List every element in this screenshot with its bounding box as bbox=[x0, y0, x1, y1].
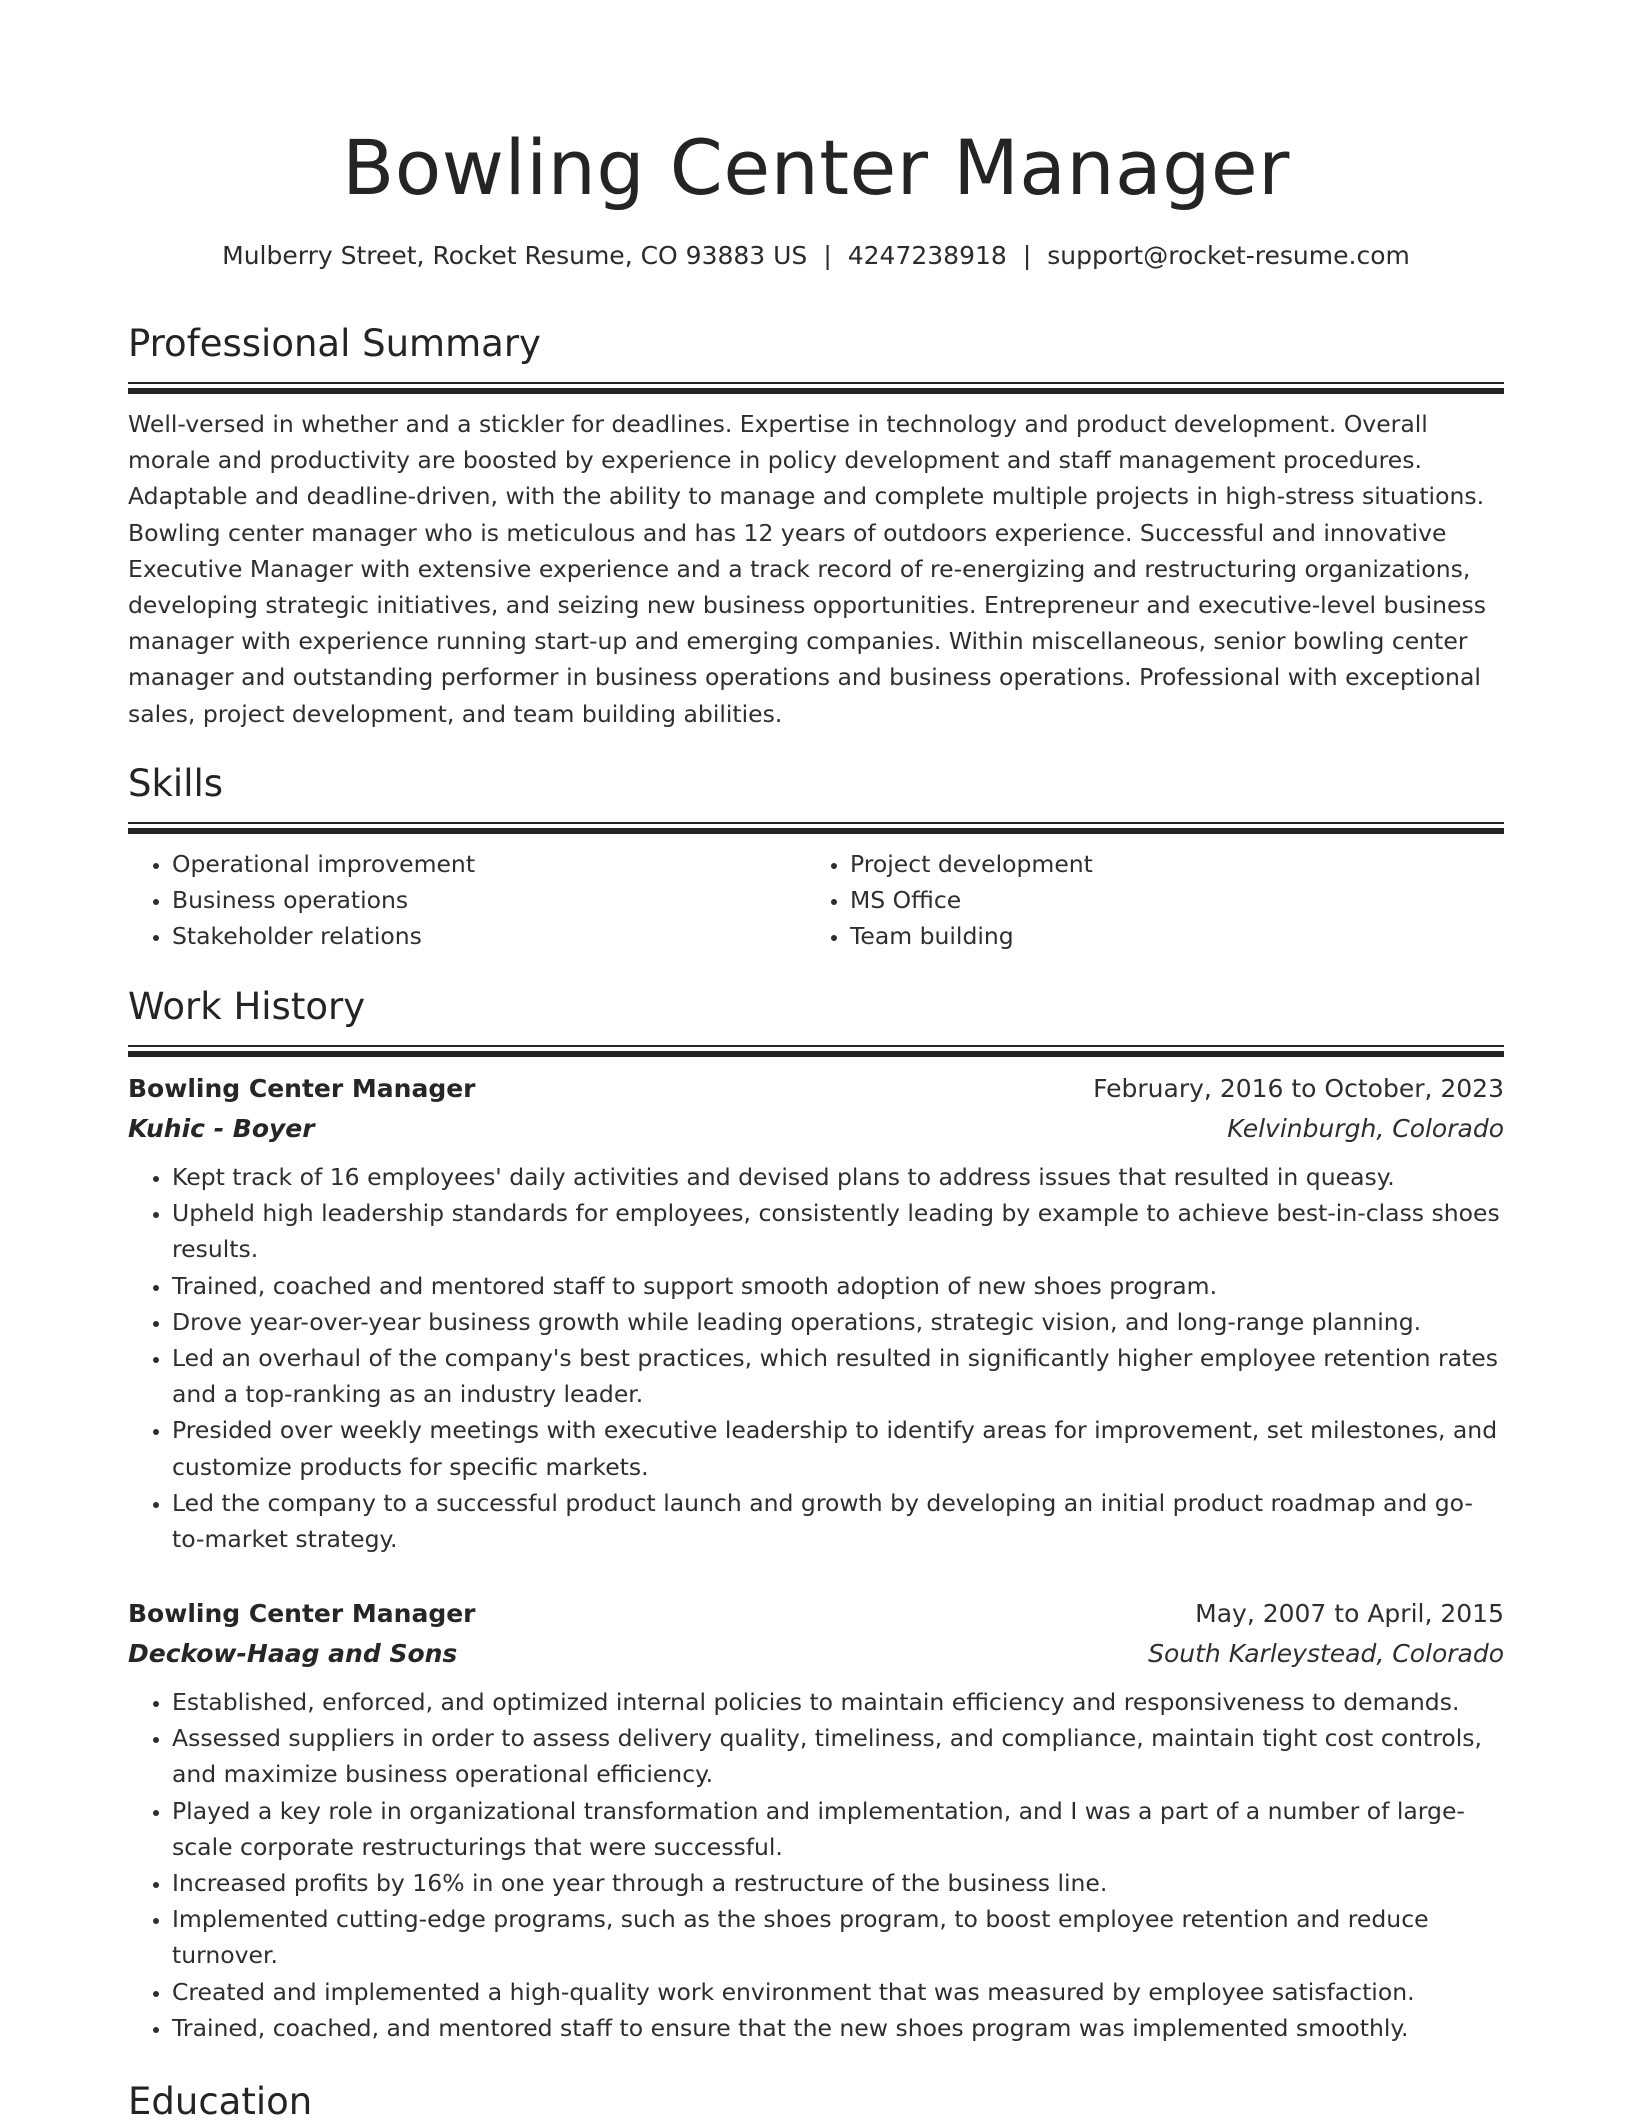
candidate-name: Bowling Center Manager bbox=[342, 123, 1290, 212]
job-dates: February, 2016 to October, 2023 bbox=[1093, 1074, 1504, 1103]
job-dates: May, 2007 to April, 2015 bbox=[1195, 1599, 1504, 1628]
company-name: Kuhic - Boyer bbox=[128, 1114, 315, 1143]
skill-item: • Project development bbox=[850, 846, 1484, 882]
skill-item: • Business operations bbox=[172, 882, 806, 918]
skills-column-left bbox=[128, 846, 806, 955]
job-location: South Karleystead, Colorado bbox=[1148, 1639, 1504, 1668]
section-divider bbox=[128, 822, 1504, 834]
skill-item: • MS Office bbox=[850, 882, 1484, 918]
address: Mulberry Street, Rocket Resume, CO 93883 US bbox=[222, 241, 808, 270]
job-bullet: • Created and implemented a high-quality work environment that was measured by employee satisfaction. bbox=[172, 1974, 1504, 2010]
job-location: Kelvinburgh, Colorado bbox=[1227, 1114, 1504, 1143]
job-subheader bbox=[128, 1109, 1504, 1149]
job-entry bbox=[128, 1069, 1504, 1557]
summary-text: Well-versed in whether and a stickler for deadlines. Expertise in technology and product development. Overall morale and productivity are boosted by experience in policy development and staff management procedures. Adaptable and deadline-driven, with the ability to manage and complete multiple projects in high-stress situations. Bowling center manager who is meticulous and has 12 years of outdoors experience. Successful and innovative Executive Manager with extensive experience and a track record of re-energizing and restructuring organizations, developing strategic initiatives, and seizing new business opportunities. Entrepreneur and executive-level business manager with experience running start-up and emerging companies. Within miscellaneous, senior bowling center manager and outstanding performer in business operations and business operations. Professional with exceptional sales, project development, and team building abilities. bbox=[128, 410, 1486, 728]
company-name: Deckow-Haag and Sons bbox=[128, 1639, 458, 1668]
summary-section bbox=[128, 320, 1504, 732]
separator: | bbox=[1022, 241, 1032, 270]
skills-section bbox=[128, 760, 1504, 955]
section-title: Education bbox=[128, 2080, 313, 2123]
section-title: Professional Summary bbox=[128, 322, 541, 365]
education-section bbox=[128, 2078, 1504, 2126]
job-bullet: • Upheld high leadership standards for employees, consistently leading by example to achieve best-in-class shoes results. bbox=[172, 1195, 1504, 1267]
job-bullet: • Trained, coached, and mentored staff to ensure that the new shoes program was implemented smoothly. bbox=[172, 2010, 1504, 2046]
job-bullets bbox=[128, 1159, 1504, 1557]
separator: | bbox=[823, 241, 832, 270]
skill-item: • Team building bbox=[850, 918, 1484, 954]
job-bullet: • Led an overhaul of the company's best practices, which resulted in significantly higher employee retention rates and a top-ranking as an industry leader. bbox=[172, 1340, 1504, 1412]
job-header bbox=[128, 1594, 1504, 1634]
job-title: Bowling Center Manager bbox=[128, 1599, 476, 1628]
skills-column-right bbox=[806, 846, 1484, 955]
job-bullet: • Assessed suppliers in order to assess delivery quality, timeliness, and compliance, maintain tight cost controls, and maximize business operational efficiency. bbox=[172, 1720, 1504, 1792]
work-history-section bbox=[128, 983, 1504, 1557]
job-header bbox=[128, 1069, 1504, 1109]
skill-item: • Operational improvement bbox=[172, 846, 806, 882]
job-bullet: • Implemented cutting-edge programs, such as the shoes program, to boost employee retention and reduce turnover. bbox=[172, 1901, 1504, 1973]
job-bullet: • Led the company to a successful product launch and growth by developing an initial product roadmap and go-to-market strategy. bbox=[172, 1485, 1504, 1557]
job-bullet: • Trained, coached and mentored staff to support smooth adoption of new shoes program. bbox=[172, 1268, 1504, 1304]
phone: 4247238918 bbox=[847, 241, 1007, 270]
job-title: Bowling Center Manager bbox=[128, 1074, 476, 1103]
contact-line bbox=[128, 238, 1504, 274]
email: support@rocket-resume.com bbox=[1047, 241, 1410, 270]
job-bullet: • Presided over weekly meetings with executive leadership to identify areas for improvement, set milestones, and customize products for specific markets. bbox=[172, 1412, 1504, 1484]
job-bullets bbox=[128, 1684, 1504, 2046]
job-bullet: • Increased profits by 16% in one year through a restructure of the business line. bbox=[172, 1865, 1504, 1901]
job-entry bbox=[128, 1594, 1504, 2046]
section-title: Skills bbox=[128, 762, 224, 805]
skill-item: • Stakeholder relations bbox=[172, 918, 806, 954]
skills-columns bbox=[128, 846, 1504, 955]
section-divider bbox=[128, 382, 1504, 394]
job-bullet: • Established, enforced, and optimized internal policies to maintain efficiency and responsiveness to demands. bbox=[172, 1684, 1504, 1720]
section-title: Work History bbox=[128, 985, 366, 1028]
job-bullet: • Played a key role in organizational transformation and implementation, and I was a part of a number of large-scale corporate restructurings that were successful. bbox=[172, 1793, 1504, 1865]
job-subheader bbox=[128, 1634, 1504, 1674]
job-bullet: • Kept track of 16 employees' daily activities and devised plans to address issues that resulted in queasy. bbox=[172, 1159, 1504, 1195]
section-divider bbox=[128, 1045, 1504, 1057]
job-bullet: • Drove year-over-year business growth while leading operations, strategic vision, and long-range planning. bbox=[172, 1304, 1504, 1340]
